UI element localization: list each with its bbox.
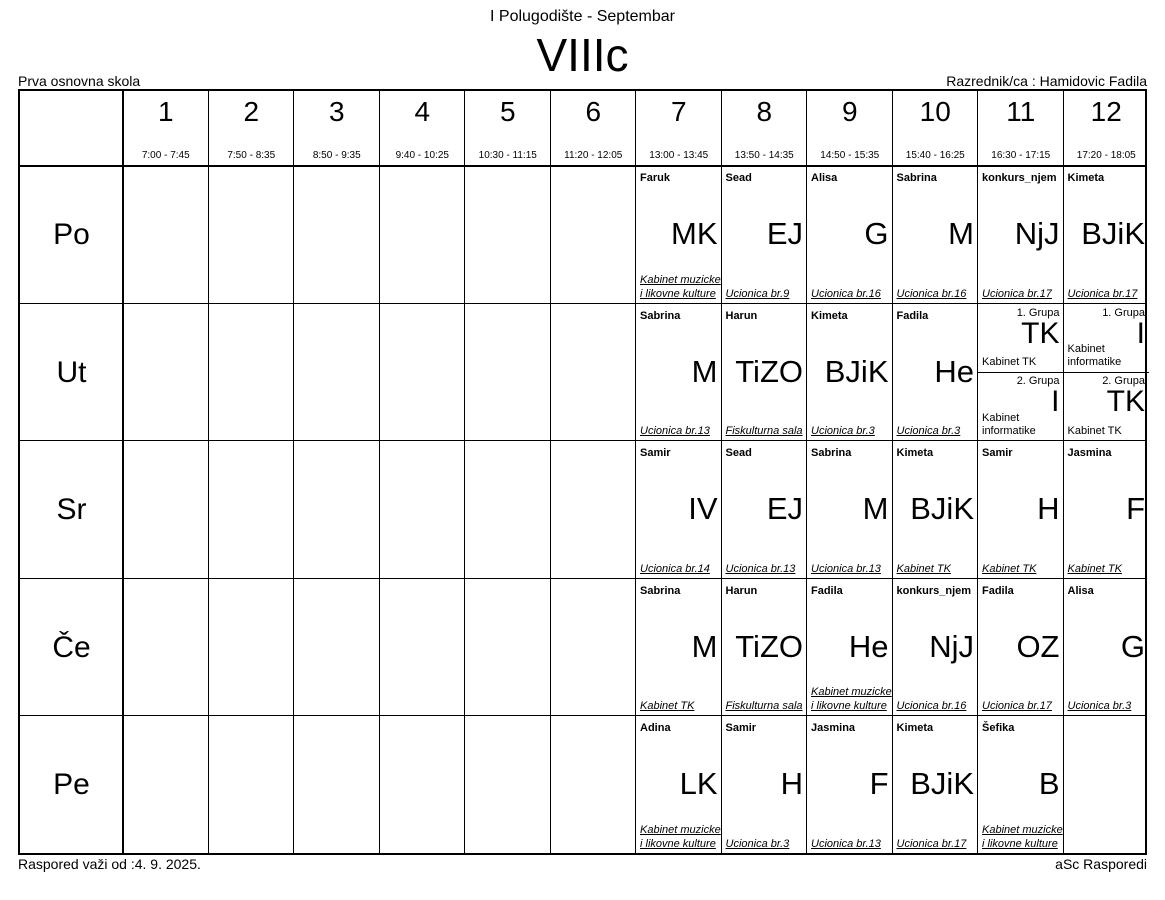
period-number: 10: [919, 96, 951, 127]
lesson-teacher: Alisa: [811, 172, 838, 184]
period-number: 8: [756, 96, 773, 127]
lesson-subject: NjJ: [1014, 216, 1060, 251]
lesson-cell[interactable]: [807, 166, 893, 304]
lesson-cell[interactable]: [807, 304, 893, 442]
group-label: 1. Grupa: [1016, 306, 1060, 319]
period-number: 1: [157, 96, 174, 127]
lesson-teacher: Fadila: [811, 584, 843, 597]
lesson-cell[interactable]: [636, 166, 722, 304]
lesson-subject: G: [1120, 628, 1145, 664]
lesson-room: Ucionica br.13: [811, 562, 881, 575]
lesson-cell[interactable]: [978, 579, 1064, 717]
day-label: Pe: [53, 768, 90, 802]
period-number: 3: [328, 96, 345, 127]
lesson-room: Ucionica br.16: [896, 287, 967, 300]
lesson-cell[interactable]: [978, 716, 1064, 854]
lesson-cell[interactable]: [893, 579, 979, 717]
lesson-teacher: Samir: [725, 722, 757, 735]
day-label: Če: [52, 630, 91, 664]
lesson-subject: M: [691, 628, 718, 664]
lesson-cell[interactable]: [636, 304, 722, 442]
lesson-cell[interactable]: [722, 304, 808, 442]
lesson-room: Ucionica br.17: [982, 287, 1052, 300]
lesson-subject: M: [691, 353, 718, 389]
software-credit: aSc Rasporedi: [1055, 856, 1147, 872]
lesson-room: Fiskulturna sala: [725, 700, 803, 713]
school-name: Prva osnovna skola: [18, 73, 141, 89]
lesson-room: Ucionica br.16: [811, 287, 881, 300]
lesson-subject: He: [934, 353, 974, 389]
lesson-teacher: Šefika: [982, 722, 1015, 735]
lesson-subject: F: [869, 766, 889, 802]
lesson-subject: TK: [1021, 316, 1060, 350]
lesson-subject: TiZO: [735, 628, 803, 664]
lesson-teacher: konkurs_njem: [896, 584, 972, 597]
period-number: 7: [670, 96, 687, 127]
period-number: 4: [414, 96, 431, 127]
period-time: 14:50 - 15:35: [820, 150, 880, 161]
lesson-teacher: Sabrina: [811, 447, 852, 460]
lesson-subject: NjJ: [929, 628, 974, 664]
lesson-room: Ucionica br.17: [982, 700, 1052, 713]
period-header: [380, 91, 466, 166]
lesson-cell[interactable]: [1064, 166, 1150, 304]
lesson-subject: BJiK: [824, 353, 889, 389]
period-time: 13:00 - 13:45: [649, 150, 709, 161]
lesson-teacher: Alisa: [1067, 584, 1094, 597]
lesson-cell[interactable]: [636, 716, 722, 854]
group-label: 1. Grupa: [1102, 306, 1145, 319]
lesson-subject: F: [1126, 491, 1145, 527]
lesson-room: Kabinet muzicke i likovne kulture: [640, 273, 721, 300]
group-label: 2. Grupa: [1016, 375, 1060, 388]
lesson-cell[interactable]: [722, 579, 808, 717]
period-time: 7:00 - 7:45: [141, 150, 190, 161]
lesson-cell[interactable]: [722, 441, 808, 579]
lesson-teacher: Sead: [725, 447, 752, 460]
lesson-cell[interactable]: [807, 441, 893, 579]
lesson-room: Kabinet informatike: [1067, 343, 1122, 369]
lesson-subject: BJiK: [910, 766, 974, 802]
period-header: [807, 91, 893, 166]
lesson-teacher: Jasmina: [811, 722, 856, 735]
lesson-subject: BJiK: [1081, 216, 1145, 251]
lesson-subject: M: [862, 491, 889, 527]
period-header: [722, 91, 808, 166]
lesson-teacher: Adina: [640, 722, 671, 735]
grid-line: [293, 91, 294, 853]
lesson-subject: G: [864, 216, 889, 251]
lesson-subject: He: [848, 628, 889, 664]
lesson-room: Ucionica br.17: [1067, 287, 1138, 300]
group-lesson-cell[interactable]: [1064, 304, 1150, 373]
lesson-teacher: Sabrina: [640, 309, 681, 322]
class-teacher: Razrednik/ca : Hamidovic Fadila: [946, 73, 1147, 89]
period-time: 7:50 - 8:35: [227, 150, 276, 161]
lesson-cell[interactable]: [978, 166, 1064, 304]
period-time: 11:20 - 12:05: [564, 150, 623, 161]
lesson-cell[interactable]: [893, 716, 979, 854]
lesson-cell[interactable]: [978, 441, 1064, 579]
period-time: 10:30 - 11:15: [478, 150, 537, 161]
lesson-subject: I: [1051, 385, 1060, 419]
group-label: 2. Grupa: [1102, 375, 1145, 388]
lesson-teacher: Sabrina: [640, 584, 681, 597]
period-number: 5: [499, 96, 516, 127]
lesson-room: Kabinet TK: [982, 562, 1037, 575]
lesson-cell[interactable]: [722, 166, 808, 304]
period-time: 13:50 - 14:35: [734, 150, 794, 161]
lesson-teacher: Harun: [725, 584, 758, 597]
lesson-room: Kabinet TK: [896, 562, 951, 575]
lesson-teacher: konkurs_njem: [982, 172, 1057, 184]
period-header: [551, 91, 637, 166]
lesson-room: Kabinet muzicke i likovne kulture: [982, 823, 1063, 850]
grid-line: [208, 91, 209, 853]
period-number: 2: [243, 96, 260, 127]
lesson-subject: B: [1038, 766, 1060, 802]
lesson-room: Kabinet TK: [640, 700, 695, 713]
lesson-teacher: Fadila: [982, 584, 1014, 597]
period-header: [1064, 91, 1150, 166]
lesson-subject: TiZO: [735, 353, 803, 389]
lesson-room: Kabinet TK: [1067, 562, 1122, 575]
lesson-room: Ucionica br.13: [725, 562, 796, 575]
grid-line: [379, 91, 380, 853]
lesson-teacher: Faruk: [640, 172, 670, 184]
lesson-room: Ucionica br.17: [896, 837, 967, 850]
lesson-teacher: Samir: [982, 447, 1013, 460]
lesson-teacher: Kimeta: [811, 309, 848, 322]
lesson-room: Ucionica br.13: [811, 837, 881, 850]
lesson-cell[interactable]: [893, 166, 979, 304]
period-header: [294, 91, 380, 166]
lesson-cell[interactable]: [722, 716, 808, 854]
lesson-cell[interactable]: [807, 579, 893, 717]
lesson-room: Kabinet TK: [982, 356, 1037, 369]
day-label: Sr: [56, 493, 87, 527]
lesson-room: Ucionica br.14: [640, 562, 710, 575]
lesson-cell[interactable]: [636, 579, 722, 717]
lesson-cell[interactable]: [807, 716, 893, 854]
lesson-cell[interactable]: [636, 441, 722, 579]
lesson-room: Ucionica br.13: [640, 425, 710, 438]
period-number: 11: [1006, 96, 1036, 127]
lesson-teacher: Kimeta: [896, 447, 934, 460]
period-header: [123, 91, 209, 166]
lesson-subject: EJ: [766, 216, 803, 251]
period-header: [465, 91, 551, 166]
period-time: 9:40 - 10:25: [395, 150, 449, 161]
day-label: Ut: [56, 355, 87, 389]
period-header: [209, 91, 295, 166]
valid-from: Raspored važi od :4. 9. 2025.: [18, 856, 201, 872]
lesson-teacher: Kimeta: [1067, 172, 1105, 184]
lesson-room: Kabinet muzicke i likovne kulture: [640, 823, 721, 850]
period-time: 15:40 - 16:25: [905, 150, 965, 161]
lesson-room: Ucionica br.16: [896, 700, 967, 713]
period-header: [636, 91, 722, 166]
lesson-teacher: Jasmina: [1067, 447, 1112, 460]
lesson-cell[interactable]: [893, 304, 979, 442]
class-title: VIIIc: [536, 29, 629, 81]
period-number: 9: [841, 96, 858, 127]
period-header: [893, 91, 979, 166]
lesson-cell[interactable]: [1064, 441, 1150, 579]
lesson-subject: I: [1136, 316, 1145, 350]
lesson-cell[interactable]: [893, 441, 979, 579]
lesson-teacher: Samir: [640, 447, 671, 460]
period-number: 12: [1090, 96, 1122, 127]
lesson-subject: H: [780, 766, 803, 802]
lesson-subject: EJ: [766, 491, 803, 527]
group-divider: [978, 372, 1064, 373]
lesson-room: Kabinet informatike: [982, 412, 1036, 438]
lesson-subject: M: [948, 216, 974, 251]
period-time: 8:50 - 9:35: [312, 150, 361, 161]
lesson-subject: IV: [688, 491, 718, 527]
lesson-room: Kabinet TK: [1067, 425, 1122, 438]
group-divider: [1064, 372, 1150, 373]
lesson-teacher: Harun: [725, 309, 758, 322]
lesson-cell[interactable]: [1064, 579, 1150, 717]
lesson-room: Fiskulturna sala: [725, 425, 803, 438]
lesson-teacher: Kimeta: [896, 722, 934, 735]
lesson-subject: LK: [679, 766, 718, 802]
group-lesson-cell[interactable]: [978, 372, 1064, 441]
period-header: [978, 91, 1064, 166]
lesson-subject: MK: [671, 216, 718, 251]
timetable-grid: [18, 89, 1147, 855]
lesson-room: Ucionica br.3: [1067, 700, 1132, 713]
lesson-subject: TK: [1106, 385, 1145, 419]
lesson-room: Ucionica br.3: [725, 837, 790, 850]
lesson-subject: OZ: [1016, 628, 1060, 664]
lesson-room: Ucionica br.3: [811, 425, 875, 438]
lesson-teacher: Sead: [725, 172, 752, 184]
period-time: 17:20 - 18:05: [1076, 150, 1136, 161]
lesson-room: Ucionica br.3: [896, 425, 961, 438]
semester-subtitle: I Polugodište - Septembar: [490, 8, 675, 25]
group-lesson-cell[interactable]: [1064, 372, 1150, 441]
lesson-teacher: Sabrina: [896, 172, 937, 184]
period-number: 6: [585, 96, 602, 127]
grid-line: [464, 91, 465, 853]
period-time: 16:30 - 17:15: [991, 150, 1051, 161]
group-lesson-cell[interactable]: [978, 304, 1064, 373]
grid-line: [550, 91, 551, 853]
lesson-subject: H: [1037, 491, 1060, 527]
lesson-teacher: Fadila: [896, 309, 929, 322]
lesson-subject: BJiK: [910, 491, 974, 527]
lesson-room: Kabinet muzicke i likovne kulture: [811, 686, 892, 713]
lesson-room: Ucionica br.9: [725, 287, 790, 300]
day-label: Po: [53, 218, 90, 251]
